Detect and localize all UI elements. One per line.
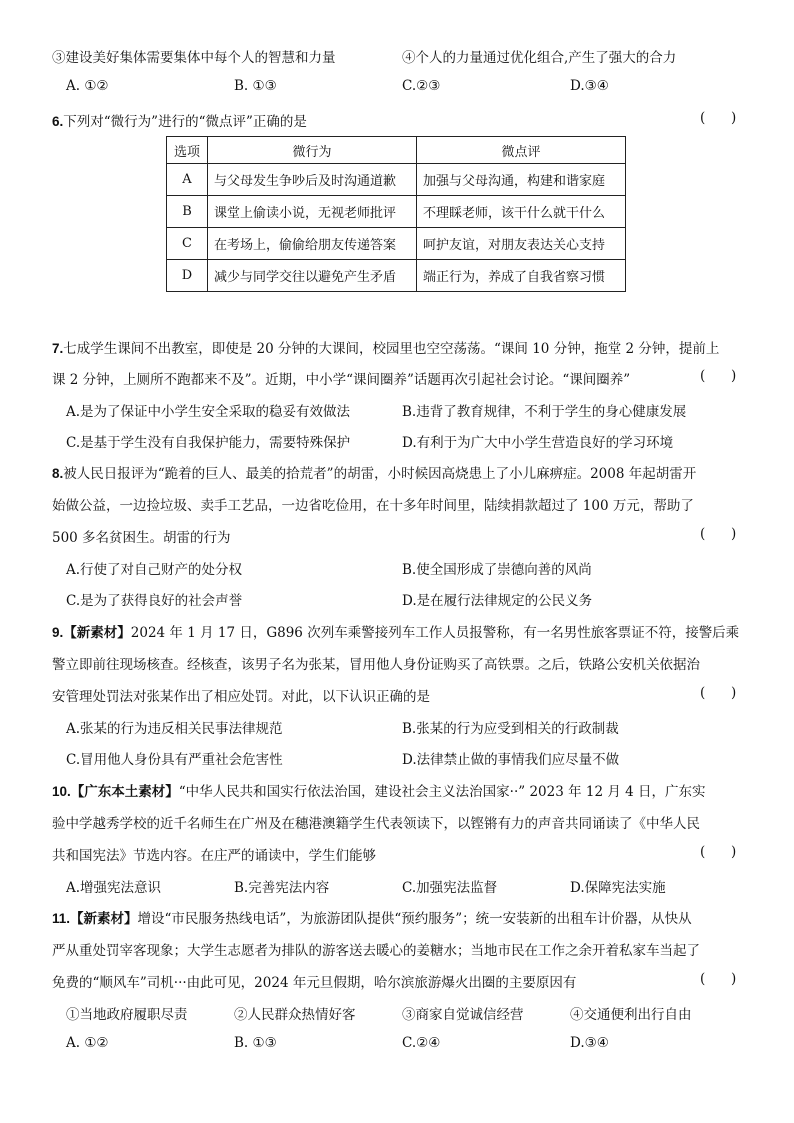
column-header: 微点评 <box>417 137 626 164</box>
q5-statement-3: ③建设美好集体需要集体中每个人的智慧和力量 <box>52 50 336 66</box>
table-row <box>167 260 626 292</box>
q6-stem <box>52 110 307 130</box>
q11-statement-3: ③商家自觉诚信经营 <box>402 1007 524 1023</box>
question-number: 6. <box>52 114 64 129</box>
table-cell: 减少与同学交往以避免产生矛盾 <box>208 260 417 292</box>
q11-option-c[interactable]: C.②④ <box>402 1035 441 1051</box>
q10-option-b[interactable]: B.完善宪法内容 <box>234 880 330 896</box>
q11-stem-line-3: 免费的“顺风车”司机···由此可见，2024 年元旦假期，哈尔滨旅游爆火出圈的主要原因有 <box>52 975 577 991</box>
q11-stem-line-2: 严从重处罚宰客现象；大学生志愿者为排队的游客送去暖心的姜糖水；当地市民在工作之余开着私家车当起了 <box>52 943 700 959</box>
q8-option-a[interactable]: A.行使了对自己财产的处分权 <box>66 562 243 578</box>
table-cell: 不理睬老师，该干什么就干什么 <box>417 196 626 228</box>
q10-stem-line-2: 验中学越秀学校的近千名师生在广州及在穗港澳籍学生代表领读下，以铿锵有力的声音共同诵读了《中华人民 <box>52 816 700 832</box>
q9-stem-line-3: 安管理处罚法对张某作出了相应处罚。对此，以下认识正确的是 <box>52 689 430 705</box>
answer-bracket[interactable]: ( ) <box>700 844 737 860</box>
question-text: “中华人民共和国实行依法治国，建设社会主义法治国家··” 2023 年 12 月 4 日，广东实 <box>178 784 706 800</box>
q8-option-c[interactable]: C.是为了获得良好的社会声誉 <box>66 593 243 609</box>
question-number: 8. <box>52 466 64 481</box>
table-cell: 端正行为，养成了自我省察习惯 <box>417 260 626 292</box>
table-row <box>167 196 626 228</box>
q5-statement-4: ④个人的力量通过优化组合,产生了强大的合力 <box>402 50 677 66</box>
table-cell: A <box>167 164 208 196</box>
q5-option-b[interactable]: B. ①③ <box>234 78 277 94</box>
q9-stem-line-2: 警立即前往现场核查。经核查，该男子名为张某，冒用他人身份证购买了高铁票。之后，铁路公安机关依据治 <box>52 657 700 673</box>
q5-option-c[interactable]: C.②③ <box>402 78 441 94</box>
answer-bracket[interactable]: ( ) <box>700 526 737 542</box>
column-header: 微行为 <box>208 137 417 164</box>
question-text: 2024 年 1 月 17 日，G896 次列车乘警接列车工作人员报警称，有一名男性旅客票证不符，接警后乘 <box>130 625 740 641</box>
q10-stem-line-3: 共和国宪法》节选内容。在庄严的诵读中，学生们能够 <box>52 848 376 864</box>
column-header: 选项 <box>167 137 208 164</box>
question-text: 增设“市民服务热线电话”，为旅游团队提供“预约服务”；统一安装新的出租车计价器，从快从 <box>137 911 692 927</box>
table-cell: 加强与父母沟通，构建和谐家庭 <box>417 164 626 196</box>
answer-bracket[interactable]: ( ) <box>700 110 737 126</box>
q8-option-b[interactable]: B.使全国形成了崇德向善的风尚 <box>402 562 592 578</box>
q9-option-b[interactable]: B.张某的行为应受到相关的行政制裁 <box>402 721 619 737</box>
table-row <box>167 228 626 260</box>
q9-stem-line-1 <box>52 621 739 641</box>
q9-option-a[interactable]: A.张某的行为违反相关民事法律规范 <box>66 721 283 737</box>
q10-option-a[interactable]: A.增强宪法意识 <box>66 880 162 896</box>
q11-option-a[interactable]: A. ①② <box>66 1035 109 1051</box>
q5-option-a[interactable]: A. ①② <box>66 78 109 94</box>
micro-behavior-table <box>166 136 626 292</box>
q7-stem-line-2: 课 2 分钟，上厕所不跑都来不及”。近期，中小学“课间圈养”话题再次引起社会讨论。“课间圈养” <box>52 372 631 388</box>
question-text: 七成学生课间不出教室，即使是 20 分钟的大课间，校园里也空空荡荡。“课间 10 分钟，拖堂 2 分钟，提前上 <box>63 341 720 357</box>
question-number: 11. <box>52 911 71 926</box>
material-tag: 【新素材】 <box>63 625 131 641</box>
q11-statement-4: ④交通便利出行自由 <box>570 1007 692 1023</box>
q11-statement-1: ①当地政府履职尽责 <box>66 1007 188 1023</box>
table-cell: D <box>167 260 208 292</box>
answer-bracket[interactable]: ( ) <box>700 971 737 987</box>
q11-option-d[interactable]: D.③④ <box>570 1035 609 1051</box>
q7-stem-line-1 <box>52 337 719 357</box>
table-cell: 在考场上，偷偷给朋友传递答案 <box>208 228 417 260</box>
question-text: 被人民日报评为“跪着的巨人、最美的拾荒者”的胡雷，小时候因高烧患上了小儿麻痹症。2008 年起胡雷开 <box>63 466 697 482</box>
q9-option-d[interactable]: D.法律禁止做的事情我们应尽量不做 <box>402 752 620 768</box>
q10-stem-line-1 <box>52 780 706 800</box>
q7-option-d[interactable]: D.有利于为广大中小学生营造良好的学习环境 <box>402 435 674 451</box>
q7-option-a[interactable]: A.是为了保证中小学生安全采取的稳妥有效做法 <box>66 404 351 420</box>
material-tag: 【新素材】 <box>70 911 138 927</box>
answer-bracket[interactable]: ( ) <box>700 685 737 701</box>
material-tag: 【广东本土素材】 <box>70 784 179 800</box>
table-cell: C <box>167 228 208 260</box>
answer-bracket[interactable]: ( ) <box>700 368 737 384</box>
q8-stem-line-1 <box>52 462 696 482</box>
q8-option-d[interactable]: D.是在履行法律规定的公民义务 <box>402 593 593 609</box>
question-number: 10. <box>52 784 71 799</box>
q11-option-b[interactable]: B. ①③ <box>234 1035 277 1051</box>
table-header-row <box>167 137 626 164</box>
table-row <box>167 164 626 196</box>
q7-option-c[interactable]: C.是基于学生没有自我保护能力，需要特殊保护 <box>66 435 351 451</box>
q8-stem-line-3: 500 多名贫困生。胡雷的行为 <box>52 530 231 546</box>
question-number: 9. <box>52 625 64 640</box>
table-cell: B <box>167 196 208 228</box>
q9-option-c[interactable]: C.冒用他人身份具有严重社会危害性 <box>66 752 283 768</box>
table-cell: 课堂上偷读小说，无视老师批评 <box>208 196 417 228</box>
q11-stem-line-1 <box>52 907 692 927</box>
question-number: 7. <box>52 341 64 356</box>
question-text: 下列对“微行为”进行的“微点评”正确的是 <box>63 114 307 130</box>
q5-option-d[interactable]: D.③④ <box>570 78 609 94</box>
q8-stem-line-2: 始做公益，一边捡垃圾、卖手工艺品，一边省吃俭用，在十多年时间里，陆续捐款超过了 100 万元，帮助了 <box>52 498 694 514</box>
table-cell: 呵护友谊，对朋友表达关心支持 <box>417 228 626 260</box>
q10-option-d[interactable]: D.保障宪法实施 <box>570 880 666 896</box>
q11-statement-2: ②人民群众热情好客 <box>234 1007 356 1023</box>
table-cell: 与父母发生争吵后及时沟通道歉 <box>208 164 417 196</box>
q7-option-b[interactable]: B.违背了教育规律，不利于学生的身心健康发展 <box>402 404 687 420</box>
q10-option-c[interactable]: C.加强宪法监督 <box>402 880 498 896</box>
